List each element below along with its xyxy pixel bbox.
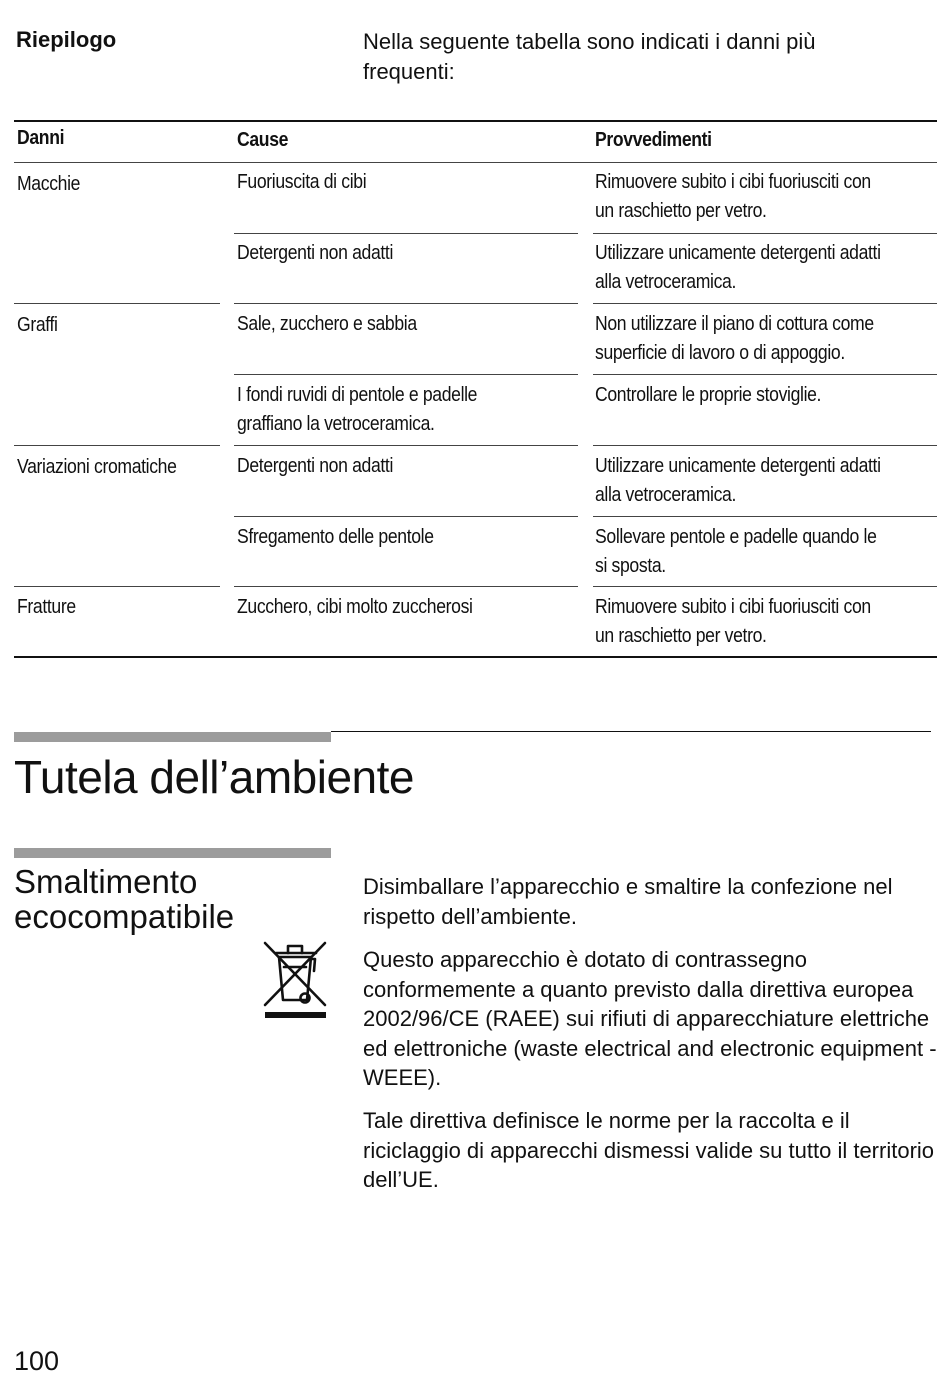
row-2-remedy-line-1: Utilizzare unicamente detergenti adatti xyxy=(595,242,881,264)
row-3-remedy-line-1: Non utilizzare il piano di cottura come xyxy=(595,313,874,335)
header-cause: Cause xyxy=(237,129,289,151)
row-6-remedy-rule xyxy=(593,586,937,587)
row-4-remedy: Controllare le proprie stoviglie. xyxy=(595,384,822,406)
row-7-remedy-line-1: Rimuovere subito i cibi fuoriusciti con xyxy=(595,596,871,618)
row-5-cause-rule xyxy=(234,516,578,517)
row-7-damage: Fratture xyxy=(17,596,76,618)
row-2-remedy-line-2: alla vetroceramica. xyxy=(595,271,737,293)
row-5-remedy-line-1: Utilizzare unicamente detergenti adatti xyxy=(595,455,881,477)
summary-title: Riepilogo xyxy=(16,27,117,52)
row-2-remedy-rule xyxy=(593,303,937,304)
row-5-cause: Detergenti non adatti xyxy=(237,455,394,477)
row-1-damage: Macchie xyxy=(17,173,81,195)
row-7-remedy-line-2: un raschietto per vetro. xyxy=(595,625,767,647)
row-4-remedy-rule xyxy=(593,445,937,446)
row-6-remedy-line-1: Sollevare pentole e padelle quando le xyxy=(595,526,877,548)
row-1-cause-rule xyxy=(234,233,578,234)
table-top-rule xyxy=(14,120,937,122)
summary-intro-line-1: Nella seguente tabella sono indicati i danni più xyxy=(363,29,816,54)
header-provvedimenti: Provvedimenti xyxy=(595,129,712,151)
row-2-cause: Detergenti non adatti xyxy=(237,242,394,264)
row-6-cause-rule xyxy=(234,586,578,587)
crossed-out-wheelie-bin-icon xyxy=(262,937,328,1019)
row-3-cause: Sale, zucchero e sabbia xyxy=(237,313,417,335)
page-number: 100 xyxy=(14,1346,60,1376)
row-4-cause-rule xyxy=(234,445,578,446)
row-3-remedy-rule xyxy=(593,374,937,375)
group-1-damage-rule xyxy=(14,303,220,304)
row-1-remedy-line-1: Rimuovere subito i cibi fuoriusciti con xyxy=(595,171,871,193)
table-bottom-rule xyxy=(14,656,937,658)
row-6-cause: Sfregamento delle pentole xyxy=(237,526,434,548)
row-6-remedy-line-2: si sposta. xyxy=(595,555,666,577)
section-title: Tutela dell’ambiente xyxy=(14,751,414,803)
subsection-bar xyxy=(14,848,331,858)
summary-intro xyxy=(363,27,923,87)
group-2-damage-rule xyxy=(14,445,220,446)
paragraph-packaging: Disimballare l’apparecchio e smaltire la confezione nel rispetto dell’ambiente. xyxy=(363,874,893,929)
paragraph-weee-marking: Questo apparecchio è dotato di contrassegno conformemente a quanto previsto dalla direttiva europea 2002/96/CE (RAEE) sui rifiuti di apparecchiature elettriche ed elettroniche (waste electrical and electronic equipment - WEEE). xyxy=(363,947,937,1090)
row-2-cause-rule xyxy=(234,303,578,304)
subsection-title-line-1: Smaltimento xyxy=(14,863,198,900)
row-5-remedy-line-2: alla vetroceramica. xyxy=(595,484,737,506)
row-3-cause-rule xyxy=(234,374,578,375)
row-7-cause: Zucchero, cibi molto zuccherosi xyxy=(237,596,473,618)
row-1-cause: Fuoriuscita di cibi xyxy=(237,171,367,193)
row-1-remedy-rule xyxy=(593,233,937,234)
row-5-damage: Variazioni cromatiche xyxy=(17,456,177,478)
summary-intro-line-2: frequenti: xyxy=(363,59,455,84)
row-4-cause-line-2: graffiano la vetroceramica. xyxy=(237,413,435,435)
subsection-title xyxy=(14,864,314,934)
paragraph-directive: Tale direttiva definisce le norme per la raccolta e il riciclaggio di apparecchi dismessi valide su tutto il territorio dell’UE. xyxy=(363,1108,935,1192)
header-rule xyxy=(14,162,937,163)
section-rule xyxy=(331,731,931,732)
section-bar xyxy=(14,732,331,742)
row-3-damage: Graffi xyxy=(17,314,58,336)
row-1-remedy-line-2: un raschietto per vetro. xyxy=(595,200,767,222)
group-3-damage-rule xyxy=(14,586,220,587)
row-4-cause-line-1: I fondi ruvidi di pentole e padelle xyxy=(237,384,478,406)
row-5-remedy-rule xyxy=(593,516,937,517)
subsection-title-line-2: ecocompatibile xyxy=(14,898,235,935)
header-danni: Danni xyxy=(17,127,65,149)
row-3-remedy-line-2: superficie di lavoro o di appoggio. xyxy=(595,342,845,364)
